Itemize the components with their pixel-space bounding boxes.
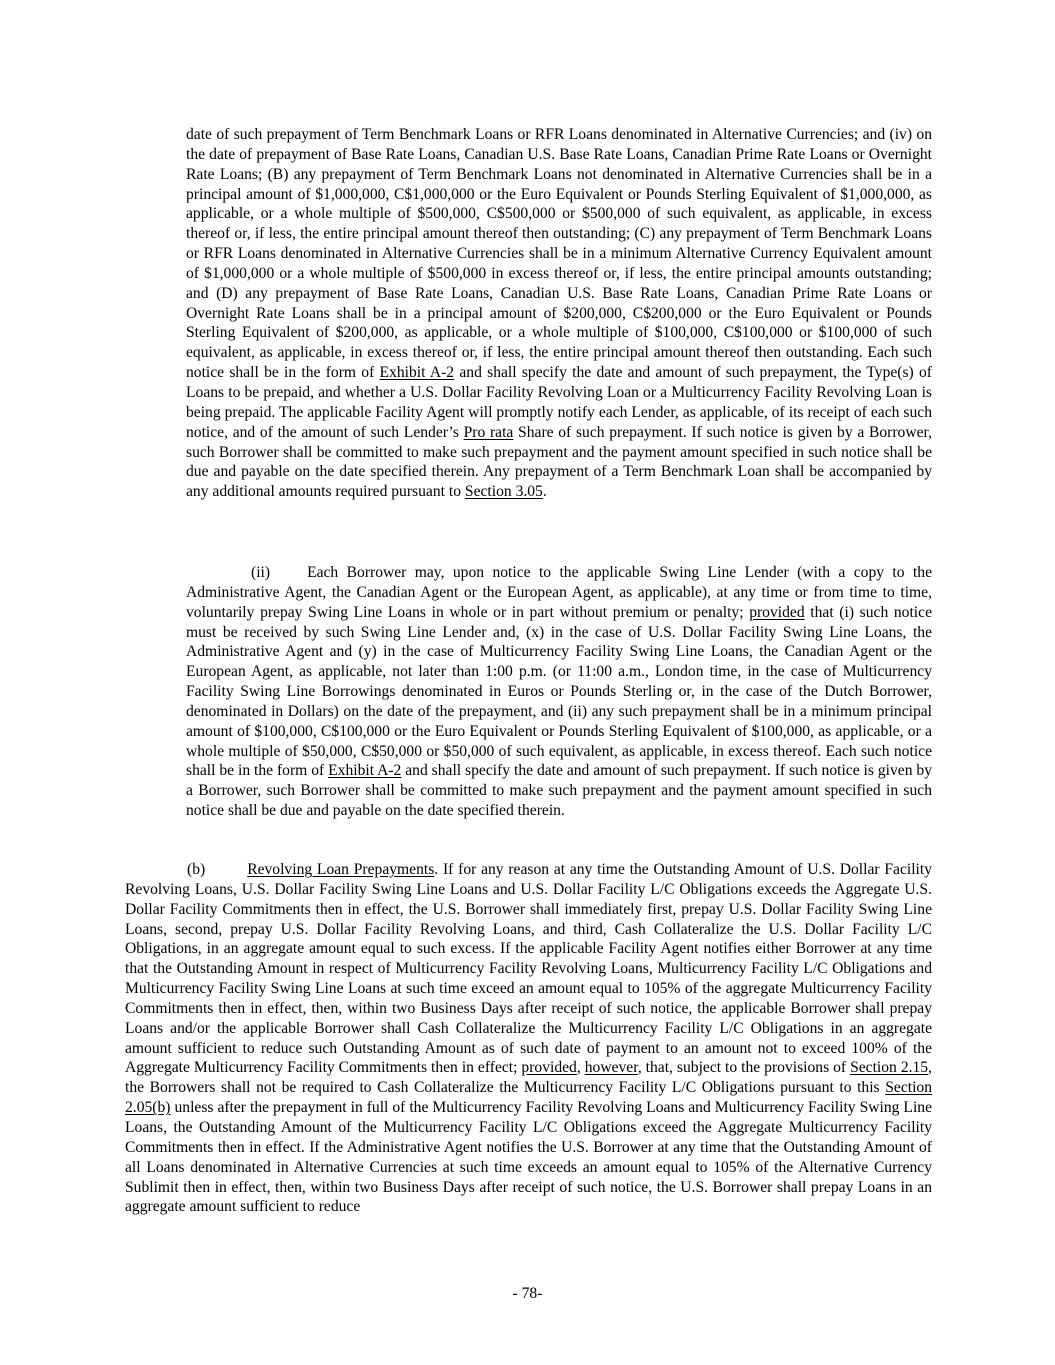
however-term: however bbox=[584, 1059, 638, 1077]
provided-term: provided bbox=[749, 603, 805, 621]
paragraph-text: Each Borrower may, upon notice to the applicable Swing Line Lender (with a copy to the Administrative Agent, the Canadian Agent or the European Agent, as applicable), at any time or from time to time, voluntarily prepay Swing Line Loans in whole or in part without premium or penalty; bbox=[186, 564, 932, 621]
section-reference: Section 2.05(b) bbox=[125, 1079, 932, 1117]
clause-label: (b) bbox=[187, 861, 206, 878]
exhibit-reference: Exhibit A-2 bbox=[328, 762, 402, 780]
paragraph-text: , the Borrowers shall not be required to Cash Collateralize the Multicurrency Facility L/C Obligations pursuant to this bbox=[125, 1059, 933, 1097]
paragraph-prepayment-continued bbox=[186, 125, 932, 502]
paragraph-text: that (i) such notice must be received by such Swing Line Lender and, (x) in the case of U.S. Dollar Facility Swing Line Loans, the Administrative Agent and (y) in the case of Multicurrency Facility Swing Line Loans, the Canadian Agent or the European Agent, as applicable, not later than 1:00 p.m. (or 11:00 a.m., London time, in the case of Multicurrency Facility Swing Line Borrowings denominated in Euros or Pounds Sterling or, in the case of the Dutch Borrower, denominated in Dollars) on the date of the prepayment, and (ii) any such prepayment shall be in a minimum principal amount of $100,000, C$100,000 or the Euro Equivalent or Pounds Sterling Equivalent of $100,000, as applicable, or a whole multiple of $50,000, C$50,000 or $50,000 of such equivalent, as applicable, in excess thereof. Each such notice shall be in the form of bbox=[186, 603, 932, 780]
paragraph-text: date of such prepayment of Term Benchmark Loans or RFR Loans denominated in Alternative Currencies; and (iv) on the date of prepayment of Base Rate Loans, Canadian U.S. Base Rate Loans, Canadian Prime Rate Loans or Overnight Rate Loans; (B) any prepayment of Term Benchmark Loans not denominated in Alternative Currencies shall be in a principal amount of $1,000,000, C$1,000,000 or the Euro Equivalent or Pounds Sterling Equivalent of $1,000,000, as applicable, or a whole multiple of $500,000, C$500,000 or $500,000 of such equivalent, as applicable, in excess thereof or, if less, the entire principal amount thereof then outstanding; (C) any prepayment of Term Benchmark Loans or RFR Loans denominated in Alternative Currencies shall be in a minimum Alternative Currency Equivalent amount of $1,000,000 or a whole multiple of $500,000 in excess thereof or, if less, the entire principal amounts outstanding; and (D) any prepayment of Base Rate Loans, Canadian U.S. Base Rate Loans, Canadian Prime Rate Loans or Overnight Rate Loans shall be in a principal amount of $200,000, C$200,000 or the Euro Equivalent or Pounds Sterling Equivalent of $200,000, as applicable, or a whole multiple of $100,000, C$100,000 or $100,000 of such equivalent, as applicable, in excess thereof or, if less, the entire principal amount thereof then outstanding. Each such notice shall be in the form of bbox=[186, 126, 932, 382]
paragraph-text: and shall specify the date and amount of such prepayment. If such notice is given by a Borrower, such Borrower shall be committed to make such prepayment and the payment amount specified in such notice shall be due and payable on the date specified therein. bbox=[186, 762, 932, 820]
section-reference: Section 3.05 bbox=[464, 483, 543, 501]
clause-label: (ii) bbox=[251, 564, 271, 581]
paragraph-text: . bbox=[542, 483, 547, 501]
pro-rata-term: Pro rata bbox=[463, 423, 514, 441]
page-number: - 78- bbox=[512, 1285, 543, 1302]
paragraph-text: , bbox=[576, 1059, 585, 1077]
paragraph-swing-line-prepayment bbox=[186, 563, 932, 821]
paragraph-text: Share of such prepayment. If such notice is given by a Borrower, such Borrower shall be committed to make such prepayment and the payment amount specified in such notice shall be due and payable on the date specified therein. Any prepayment of a Term Benchmark Loan shall be accompanied by any additional amounts required pursuant to bbox=[186, 423, 932, 501]
exhibit-reference: Exhibit A-2 bbox=[379, 364, 455, 382]
section-reference: Section 2.15 bbox=[850, 1059, 929, 1077]
paragraph-text: unless after the prepayment in full of the Multicurrency Facility Revolving Loans and Multicurrency Facility Swing Line Loans, the Outstanding Amount of the Multicurrency Facility L/C Obligations exceed the Aggregate Multicurrency Facility Commitments then in effect. If the Administrative Agent notifies the U.S. Borrower at any time that the Outstanding Amount of all Loans denominated in Alternative Currencies at such time exceeds an amount equal to 105% of the Alternative Currency Sublimit then in effect, then, within two Business Days after receipt of such notice, the U.S. Borrower shall prepay Loans in an aggregate amount sufficient to reduce bbox=[125, 1099, 932, 1216]
paragraph-text: . If for any reason at any time the Outstanding Amount of U.S. Dollar Facility Revolving Loans, U.S. Dollar Facility Swing Line Loans and U.S. Dollar Facility L/C Obligations exceeds the Aggregate U.S. Dollar Facility Commitments then in effect, the U.S. Borrower shall immediately first, prepay U.S. Dollar Facility Swing Line Loans, second, prepay U.S. Dollar Facility Revolving Loans, and third, Cash Collateralize the U.S. Dollar Facility L/C Obligations, in an aggregate amount equal to such excess. If the applicable Facility Agent notifies either Borrower at any time that the Outstanding Amount in respect of Multicurrency Facility Revolving Loans, Multicurrency Facility L/C Obligations and Multicurrency Facility Swing Line Loans at such time exceed an amount equal to 105% of the aggregate Multicurrency Facility Commitments then in effect, then, within two Business Days after receipt of such notice, the applicable Borrower shall prepay Loans and/or the applicable Borrower shall Cash Collateralize the Multicurrency Facility L/C Obligations in an aggregate amount sufficient to reduce such Outstanding Amount as of such date of payment to an amount not to exceed 100% of the Aggregate Multicurrency Facility Commitments then in effect; bbox=[125, 861, 932, 1077]
provided-term: provided bbox=[521, 1059, 577, 1077]
paragraph-text: and shall specify the date and amount of such prepayment, the Type(s) of Loans to be prepaid, and whether a U.S. Dollar Facility Revolving Loan or a Multicurrency Facility Revolving Loan is being prepaid. The applicable Facility Agent will promptly notify each Lender, as applicable, of its receipt of each such notice, and of the amount of such Lender’s bbox=[186, 364, 932, 441]
section-heading: Revolving Loan Prepayments bbox=[247, 861, 435, 878]
paragraph-revolving-loan-prepayments bbox=[125, 860, 932, 1217]
paragraph-text: , that, subject to the provisions of bbox=[637, 1059, 851, 1077]
